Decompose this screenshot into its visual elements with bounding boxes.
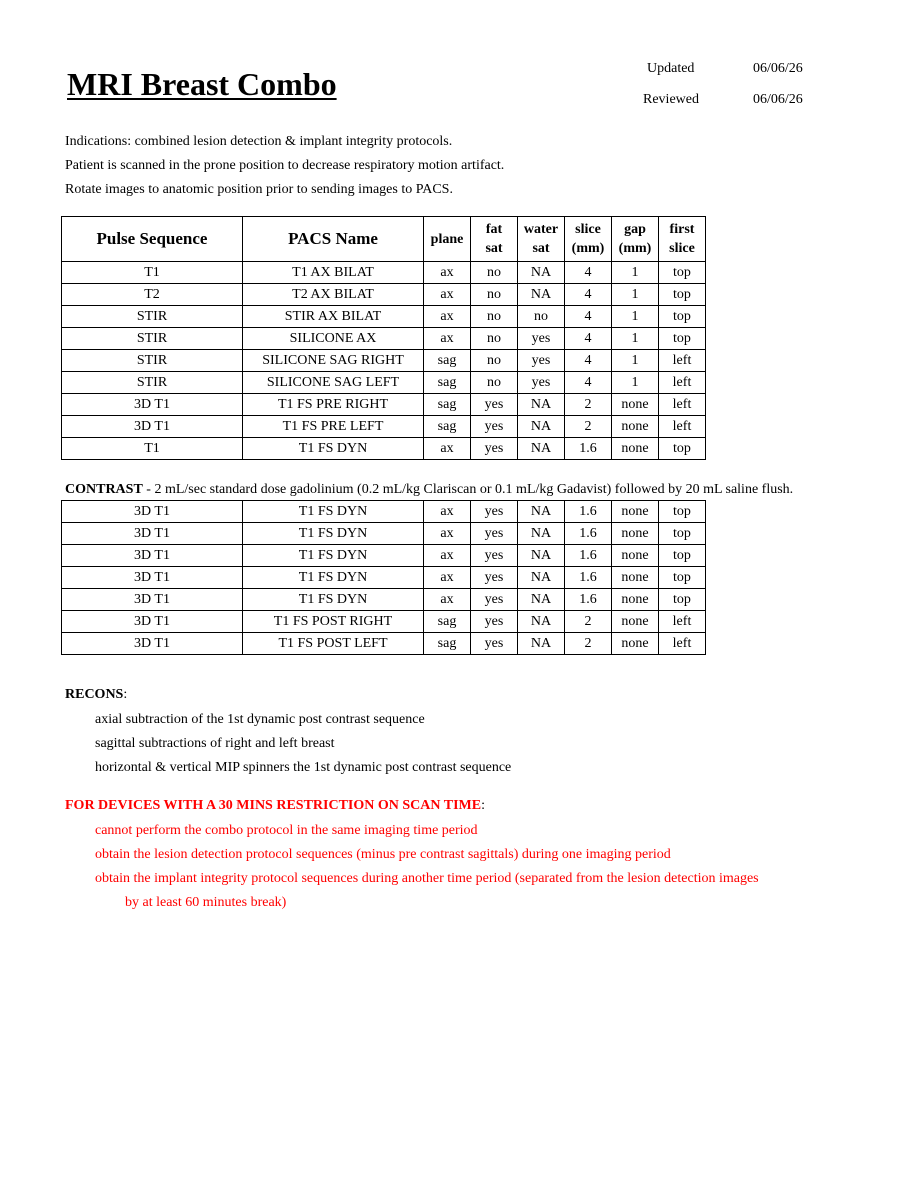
cell-pulse-sequence: STIR (62, 350, 243, 372)
header-pulse-sequence: Pulse Sequence (62, 217, 243, 262)
restriction-continuation: by at least 60 minutes break) (125, 895, 287, 910)
cell-slice-mm: 1.6 (565, 438, 612, 460)
cell-pacs-name: SILICONE AX (243, 328, 424, 350)
header-first-slice-line1: first (669, 222, 695, 237)
cell-fat-sat: no (471, 262, 518, 284)
cell-gap-mm: none (612, 545, 659, 567)
cell-fat-sat: yes (471, 589, 518, 611)
cell-water-sat: no (518, 306, 565, 328)
cell-slice-mm: 2 (565, 611, 612, 633)
cell-pulse-sequence: T1 (62, 438, 243, 460)
cell-pacs-name: T1 FS DYN (243, 545, 424, 567)
cell-water-sat: yes (518, 372, 565, 394)
cell-water-sat: NA (518, 523, 565, 545)
table-header-row (62, 217, 706, 262)
cell-first-slice: top (659, 262, 706, 284)
cell-first-slice: top (659, 567, 706, 589)
cell-first-slice: top (659, 523, 706, 545)
cell-gap-mm: 1 (612, 262, 659, 284)
cell-water-sat: NA (518, 589, 565, 611)
recons-colon: : (123, 687, 128, 702)
pre-contrast-rows (62, 262, 706, 460)
cell-gap-mm: 1 (612, 350, 659, 372)
cell-first-slice: top (659, 284, 706, 306)
cell-fat-sat: no (471, 372, 518, 394)
cell-gap-mm: none (612, 523, 659, 545)
cell-fat-sat: yes (471, 523, 518, 545)
contrast-note (65, 482, 793, 498)
cell-gap-mm: none (612, 394, 659, 416)
cell-gap-mm: none (612, 416, 659, 438)
reviewed-label: Reviewed (643, 92, 699, 107)
cell-plane: sag (424, 416, 471, 438)
cell-plane: sag (424, 372, 471, 394)
cell-fat-sat: yes (471, 611, 518, 633)
table-row (62, 501, 706, 523)
contrast-label: CONTRAST (65, 482, 143, 497)
header-gap (612, 217, 659, 262)
table-row (62, 589, 706, 611)
cell-pulse-sequence: 3D T1 (62, 394, 243, 416)
cell-pulse-sequence: 3D T1 (62, 545, 243, 567)
cell-fat-sat: no (471, 306, 518, 328)
cell-fat-sat: no (471, 284, 518, 306)
cell-water-sat: NA (518, 416, 565, 438)
cell-first-slice: top (659, 438, 706, 460)
cell-pacs-name: T2 AX BILAT (243, 284, 424, 306)
cell-plane: ax (424, 306, 471, 328)
table-row (62, 633, 706, 655)
cell-gap-mm: none (612, 633, 659, 655)
table-row (62, 350, 706, 372)
header-water-sat-line2: sat (532, 241, 550, 256)
cell-slice-mm: 4 (565, 284, 612, 306)
cell-pacs-name: T1 AX BILAT (243, 262, 424, 284)
cell-pacs-name: STIR AX BILAT (243, 306, 424, 328)
cell-slice-mm: 1.6 (565, 589, 612, 611)
cell-first-slice: top (659, 545, 706, 567)
cell-water-sat: NA (518, 394, 565, 416)
header-first-slice-line2: slice (669, 241, 695, 256)
cell-slice-mm: 2 (565, 394, 612, 416)
header-slice (565, 217, 612, 262)
cell-gap-mm: none (612, 438, 659, 460)
header-first-slice (659, 217, 706, 262)
cell-fat-sat: yes (471, 545, 518, 567)
cell-fat-sat: yes (471, 567, 518, 589)
cell-pacs-name: SILICONE SAG RIGHT (243, 350, 424, 372)
cell-pulse-sequence: STIR (62, 328, 243, 350)
cell-fat-sat: yes (471, 416, 518, 438)
cell-first-slice: top (659, 589, 706, 611)
cell-plane: ax (424, 284, 471, 306)
cell-first-slice: top (659, 306, 706, 328)
restriction-item: obtain the implant integrity protocol sequences during another time period (separated from the lesion detection images (95, 871, 759, 886)
header-gap-line2: (mm) (618, 241, 652, 256)
cell-plane: ax (424, 501, 471, 523)
indications-line: Indications: combined lesion detection & implant integrity protocols. (65, 134, 453, 149)
recons-item: sagittal subtractions of right and left breast (95, 736, 335, 751)
cell-pacs-name: T1 FS DYN (243, 523, 424, 545)
rotate-line: Rotate images to anatomic position prior to sending images to PACS. (65, 182, 453, 197)
updated-label: Updated (647, 61, 695, 76)
table-row (62, 523, 706, 545)
cell-water-sat: NA (518, 438, 565, 460)
cell-fat-sat: yes (471, 633, 518, 655)
restriction-heading-text: FOR DEVICES WITH A 30 MINS RESTRICTION ON SCAN TIME (65, 798, 482, 813)
cell-pacs-name: T1 FS DYN (243, 567, 424, 589)
cell-slice-mm: 4 (565, 350, 612, 372)
cell-pulse-sequence: 3D T1 (62, 501, 243, 523)
table-row (62, 372, 706, 394)
table-row (62, 306, 706, 328)
reviewed-date: 06/06/26 (753, 92, 803, 107)
cell-pulse-sequence: 3D T1 (62, 633, 243, 655)
cell-plane: sag (424, 350, 471, 372)
cell-slice-mm: 4 (565, 306, 612, 328)
cell-pulse-sequence: 3D T1 (62, 416, 243, 438)
cell-slice-mm: 4 (565, 372, 612, 394)
cell-slice-mm: 4 (565, 262, 612, 284)
cell-pacs-name: T1 FS DYN (243, 501, 424, 523)
cell-fat-sat: yes (471, 501, 518, 523)
cell-fat-sat: yes (471, 438, 518, 460)
cell-gap-mm: 1 (612, 328, 659, 350)
post-contrast-rows (62, 501, 706, 655)
cell-pacs-name: T1 FS PRE LEFT (243, 416, 424, 438)
cell-water-sat: NA (518, 633, 565, 655)
cell-plane: sag (424, 633, 471, 655)
cell-plane: sag (424, 611, 471, 633)
header-slice-line2: (mm) (571, 241, 605, 256)
restriction-colon: : (481, 798, 485, 813)
page-title: MRI Breast Combo (67, 66, 337, 102)
cell-slice-mm: 4 (565, 328, 612, 350)
cell-pacs-name: T1 FS POST RIGHT (243, 611, 424, 633)
cell-fat-sat: no (471, 350, 518, 372)
cell-pulse-sequence: T2 (62, 284, 243, 306)
pre-contrast-table (61, 216, 706, 460)
table-row (62, 438, 706, 460)
cell-first-slice: top (659, 328, 706, 350)
cell-plane: ax (424, 438, 471, 460)
cell-slice-mm: 2 (565, 416, 612, 438)
recons-heading-text: RECONS (65, 687, 124, 702)
table-row (62, 416, 706, 438)
cell-gap-mm: 1 (612, 306, 659, 328)
cell-plane: ax (424, 567, 471, 589)
cell-slice-mm: 1.6 (565, 545, 612, 567)
cell-gap-mm: none (612, 611, 659, 633)
table-row (62, 262, 706, 284)
cell-gap-mm: none (612, 501, 659, 523)
cell-pacs-name: SILICONE SAG LEFT (243, 372, 424, 394)
cell-pulse-sequence: 3D T1 (62, 611, 243, 633)
header-plane: plane (424, 217, 471, 262)
cell-pulse-sequence: STIR (62, 372, 243, 394)
recons-item: horizontal & vertical MIP spinners the 1st dynamic post contrast sequence (95, 760, 512, 775)
cell-slice-mm: 1.6 (565, 523, 612, 545)
cell-pacs-name: T1 FS DYN (243, 589, 424, 611)
header-slice-line1: slice (575, 222, 601, 237)
table-row (62, 611, 706, 633)
header-gap-line1: gap (624, 222, 646, 237)
cell-gap-mm: none (612, 567, 659, 589)
header-fat-sat-line1: fat (485, 222, 503, 237)
cell-water-sat: NA (518, 567, 565, 589)
cell-pulse-sequence: 3D T1 (62, 589, 243, 611)
header-fat-sat-line2: sat (485, 241, 503, 256)
table-row (62, 545, 706, 567)
cell-water-sat: NA (518, 262, 565, 284)
cell-slice-mm: 1.6 (565, 501, 612, 523)
cell-first-slice: left (659, 350, 706, 372)
cell-water-sat: NA (518, 611, 565, 633)
cell-pulse-sequence: 3D T1 (62, 567, 243, 589)
header-water-sat-line1: water (523, 222, 559, 237)
cell-fat-sat: no (471, 328, 518, 350)
post-contrast-table (61, 500, 706, 655)
cell-water-sat: NA (518, 501, 565, 523)
cell-first-slice: left (659, 372, 706, 394)
cell-fat-sat: yes (471, 394, 518, 416)
cell-plane: ax (424, 328, 471, 350)
cell-first-slice: left (659, 633, 706, 655)
cell-first-slice: left (659, 611, 706, 633)
cell-plane: ax (424, 523, 471, 545)
cell-first-slice: left (659, 394, 706, 416)
table-row (62, 394, 706, 416)
cell-water-sat: yes (518, 350, 565, 372)
contrast-text: - 2 mL/sec standard dose gadolinium (0.2 mL/kg Clariscan or 0.1 mL/kg Gadavist) followed by 20 mL saline flush. (142, 482, 794, 497)
cell-pulse-sequence: STIR (62, 306, 243, 328)
cell-plane: ax (424, 589, 471, 611)
table-row (62, 567, 706, 589)
cell-plane: ax (424, 262, 471, 284)
updated-date: 06/06/26 (753, 61, 803, 76)
cell-first-slice: left (659, 416, 706, 438)
cell-plane: sag (424, 394, 471, 416)
cell-water-sat: NA (518, 284, 565, 306)
header-fat-sat (471, 217, 518, 262)
cell-water-sat: NA (518, 545, 565, 567)
position-line: Patient is scanned in the prone position to decrease respiratory motion artifact. (65, 158, 505, 173)
cell-slice-mm: 1.6 (565, 567, 612, 589)
cell-first-slice: top (659, 501, 706, 523)
header-water-sat (518, 217, 565, 262)
cell-slice-mm: 2 (565, 633, 612, 655)
recons-item: axial subtraction of the 1st dynamic post contrast sequence (95, 712, 425, 727)
table-row (62, 284, 706, 306)
table-row (62, 328, 706, 350)
cell-pacs-name: T1 FS DYN (243, 438, 424, 460)
cell-gap-mm: 1 (612, 372, 659, 394)
cell-plane: ax (424, 545, 471, 567)
cell-pulse-sequence: 3D T1 (62, 523, 243, 545)
recons-heading (65, 687, 127, 703)
restriction-item: cannot perform the combo protocol in the same imaging time period (95, 823, 478, 838)
cell-pulse-sequence: T1 (62, 262, 243, 284)
cell-gap-mm: none (612, 589, 659, 611)
restriction-item: obtain the lesion detection protocol sequences (minus pre contrast sagittals) during one imaging period (95, 847, 671, 862)
header-pacs-name: PACS Name (243, 217, 424, 262)
cell-gap-mm: 1 (612, 284, 659, 306)
restriction-heading (65, 798, 485, 814)
cell-water-sat: yes (518, 328, 565, 350)
cell-pacs-name: T1 FS POST LEFT (243, 633, 424, 655)
cell-pacs-name: T1 FS PRE RIGHT (243, 394, 424, 416)
